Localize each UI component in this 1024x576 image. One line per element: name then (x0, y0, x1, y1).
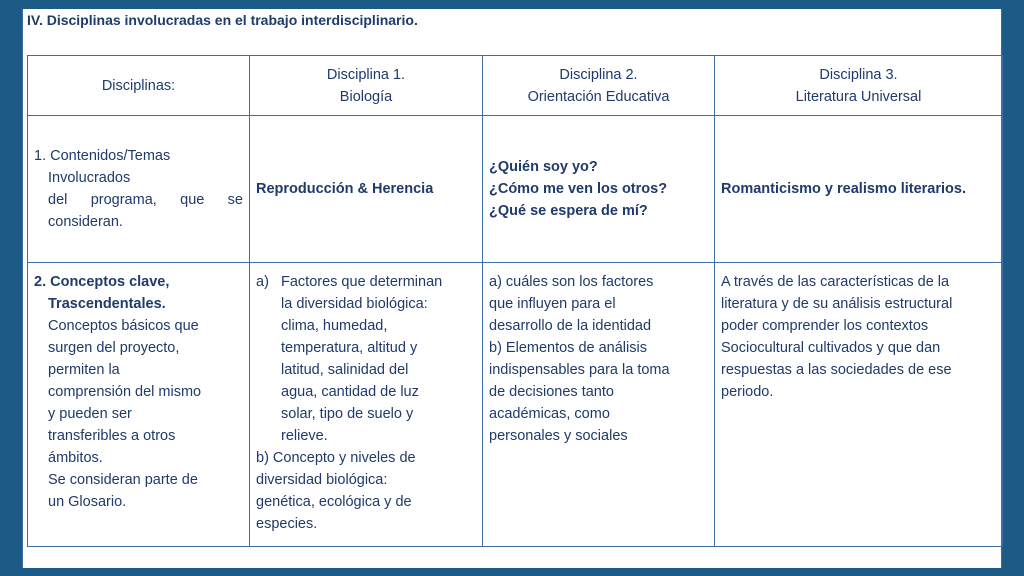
list-line: latitud, salinidad del (281, 362, 409, 378)
row2-label-line: 2. Conceptos clave, (34, 274, 170, 290)
text-line: b) Elementos de análisis (489, 340, 647, 356)
header-disciplina-1 (250, 56, 483, 116)
list-line: diversidad biológica: (256, 472, 388, 488)
row2-biologia (250, 263, 483, 547)
row1-biologia (250, 116, 483, 263)
row2-label (28, 263, 250, 547)
header-line: Disciplina 1. (326, 66, 406, 83)
row2-label-line: surgen del proyecto, (48, 340, 180, 356)
row2-label-line: Se consideran parte de (48, 472, 198, 488)
text-line: que influyen para el (489, 296, 616, 312)
text-line: respuestas a las sociedades de ese (721, 362, 952, 378)
header-disciplina-2 (483, 56, 715, 116)
text-line: A través de las características de la (721, 274, 950, 290)
row1-label-line: Involucrados (48, 170, 131, 186)
text-line: académicas, como (489, 406, 610, 422)
text-line: poder comprender los contextos (721, 318, 929, 334)
list-marker-a: a) (256, 274, 269, 290)
row1-literatura-text: Romanticismo y realismo literarios. (721, 181, 966, 197)
text-line: de decisiones tanto (489, 384, 614, 400)
text-line: a) cuáles son los factores (489, 274, 654, 290)
row1-label-line: consideran. (48, 214, 123, 230)
text-line: literatura y de su análisis estructural (721, 296, 953, 312)
question-line: ¿Cómo me ven los otros? (489, 181, 668, 197)
list-line: la diversidad biológica: (281, 296, 428, 312)
slide-page (22, 9, 1002, 568)
text-line: periodo. (721, 384, 774, 400)
row1-literatura (715, 116, 1003, 263)
header-line: Biología (339, 88, 393, 105)
header-line: Disciplina 2. (559, 66, 638, 83)
row1-label (28, 116, 250, 263)
row2-label-line: transferibles a otros (48, 428, 176, 444)
list-line: agua, cantidad de luz (281, 384, 419, 400)
text-line: personales y sociales (489, 428, 628, 444)
disciplines-table (27, 55, 1003, 547)
question-line: ¿Qué se espera de mí? (489, 203, 648, 219)
list-item-a (256, 271, 476, 293)
list-line: Factores que determinan (281, 274, 443, 290)
row-contenidos (28, 116, 1003, 263)
text-line: Sociocultural cultivados y que dan (721, 340, 941, 356)
list-line: temperatura, altitud y (281, 340, 418, 356)
header-row (28, 56, 1003, 116)
header-disciplinas (28, 56, 250, 116)
row2-label-line: comprensión del mismo (48, 384, 202, 400)
row2-label-line: un Glosario. (48, 494, 127, 510)
list-line: relieve. (281, 428, 328, 444)
row2-literatura (715, 263, 1003, 547)
list-line: solar, tipo de suelo y (281, 406, 414, 422)
row2-orientacion (483, 263, 715, 547)
header-line: Literatura Universal (795, 88, 922, 105)
header-disciplina-3 (715, 56, 1003, 116)
row1-orientacion (483, 116, 715, 263)
text-line: indispensables para la toma (489, 362, 670, 378)
header-label: Disciplinas: (101, 77, 176, 94)
header-line: Disciplina 3. (819, 66, 898, 83)
header-line: Orientación Educativa (527, 88, 670, 105)
list-line: clima, humedad, (281, 318, 388, 334)
row2-label-line: Trascendentales. (48, 296, 166, 312)
text-line: desarrollo de la identidad (489, 318, 652, 334)
row1-biologia-text: Reproducción & Herencia (256, 181, 434, 197)
row2-label-line: ámbitos. (48, 450, 103, 466)
question-line: ¿Quién soy yo? (489, 159, 598, 175)
row1-label-line: 1. Contenidos/Temas (34, 148, 171, 164)
list-line: b) Concepto y niveles de (256, 450, 416, 466)
row2-label-line: y pueden ser (48, 406, 132, 422)
row1-label-line: del programa, que se (48, 192, 243, 208)
list-line: genética, ecológica y de (256, 494, 412, 510)
row2-label-line: Conceptos básicos que (48, 318, 199, 334)
section-title: IV. Disciplinas involucradas en el trabajo interdisciplinario. (27, 12, 418, 28)
row2-label-line: permiten la (48, 362, 120, 378)
list-line: especies. (256, 516, 318, 532)
row-conceptos (28, 263, 1003, 547)
